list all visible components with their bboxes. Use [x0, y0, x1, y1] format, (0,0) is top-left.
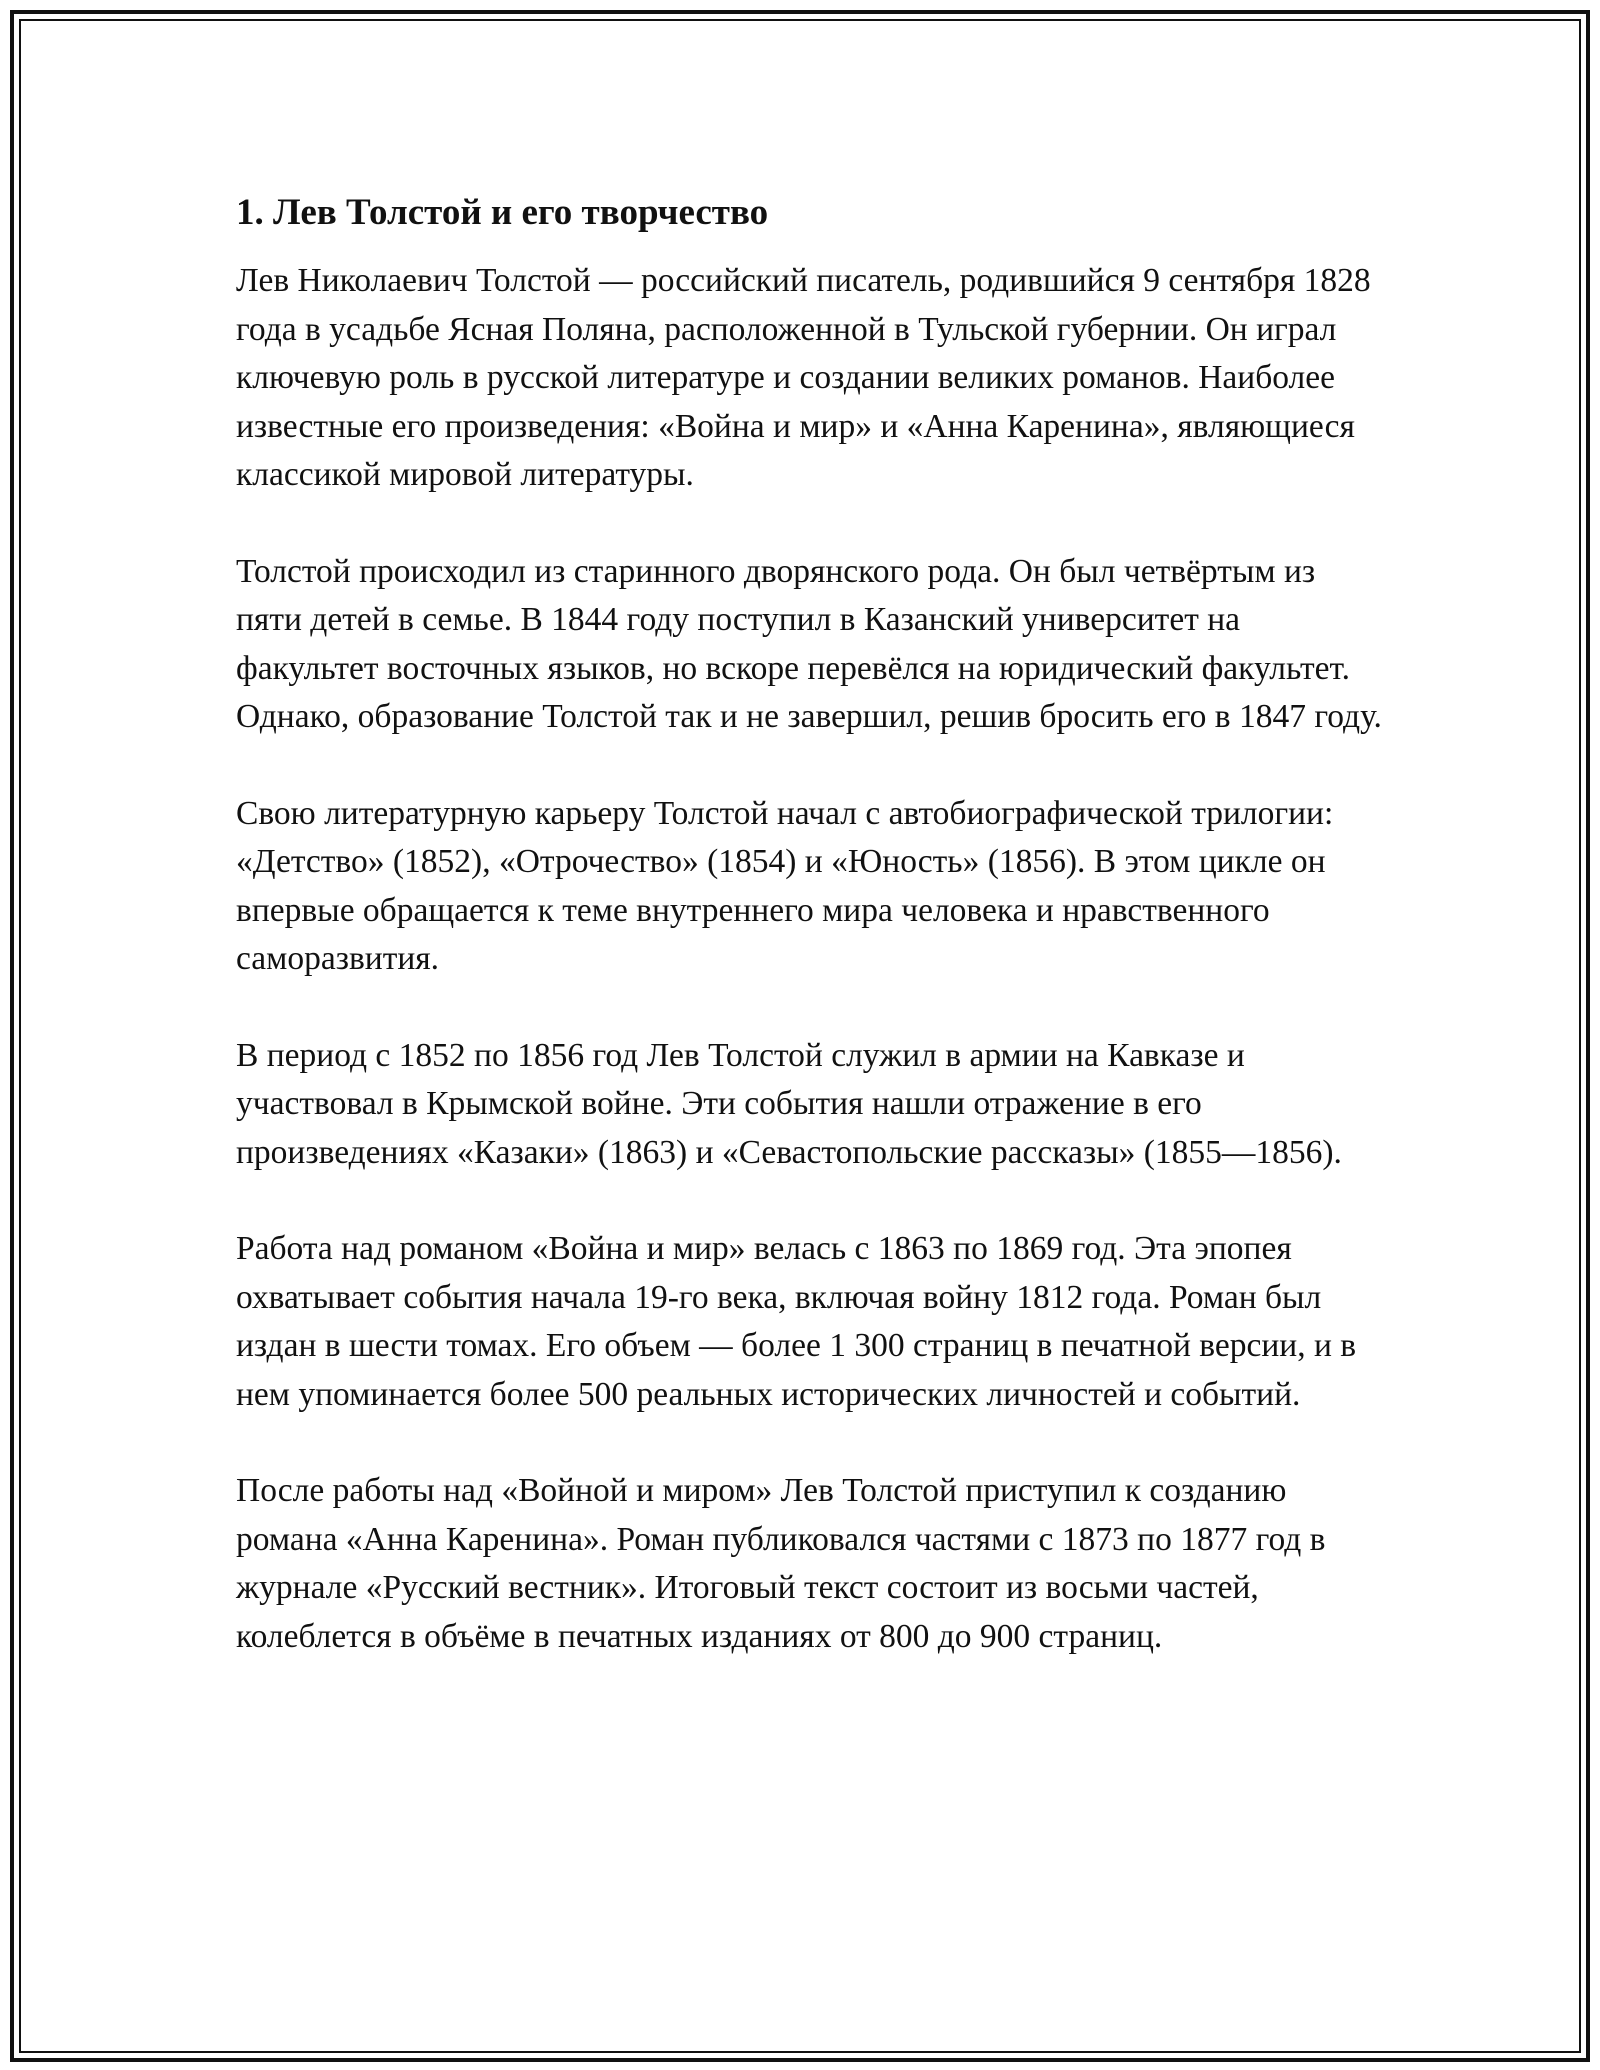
paragraph-anna-karenina: После работы над «Войной и миром» Лев Толстой приступил к созданию романа «Анна Каренина». Роман публиковался частями с 1873 по 1877 год в журнале «Русский вестник». Итоговый текст состоит из восьми частей, колеблется в объёме в печатных изданиях от 800 до 900 страниц.	[236, 1472, 1326, 1655]
paragraph-military-service: В период с 1852 по 1856 год Лев Толстой служил в армии на Кавказе и участвовал в Крымской войне. Эти события нашли отражение в его произведениях «Казаки» (1863) и «Севастопольские рассказы» (1855—1856).	[236, 1036, 1342, 1171]
paragraph-war-and-peace: Работа над романом «Война и мир» велась с 1863 по 1869 год. Эта эпопея охватывает события начала 19-го века, включая войну 1812 года. Роман был издан в шести томах. Его объем — более 1 300 страниц в печатной версии, и в нем упоминается более 500 реальных исторических личностей и событий.	[236, 1230, 1357, 1413]
document-body	[236, 188, 1386, 1661]
paragraph-trilogy: Свою литературную карьеру Толстой начал с автобиографической трилогии: «Детство» (1852), «Отрочество» (1854) и «Юность» (1856). В этом цикле он впервые обращается к теме внутреннего мира человека и нравственного саморазвития.	[236, 794, 1334, 977]
paragraph-education: Толстой происходил из старинного дворянского рода. Он был четвёртым из пяти детей в семье. В 1844 году поступил в Казанский университет на факультет восточных языков, но вскоре перевёлся на юридический факультет. Однако, образование Толстой так и не завершил, решив бросить его в 1847 году.	[236, 552, 1382, 735]
section-heading: 1. Лев Толстой и его творчество	[236, 192, 769, 233]
paragraph-birth: Лев Николаевич Толстой — российский писатель, родившийся 9 сентября 1828 года в усадьбе Ясная Поляна, расположенной в Тульской губернии. Он играл ключевую роль в русской литературе и создании великих романов. Наиболее известные его произведения: «Война и мир» и «Анна Каренина», являющиеся классикой мировой литературы.	[236, 262, 1371, 493]
